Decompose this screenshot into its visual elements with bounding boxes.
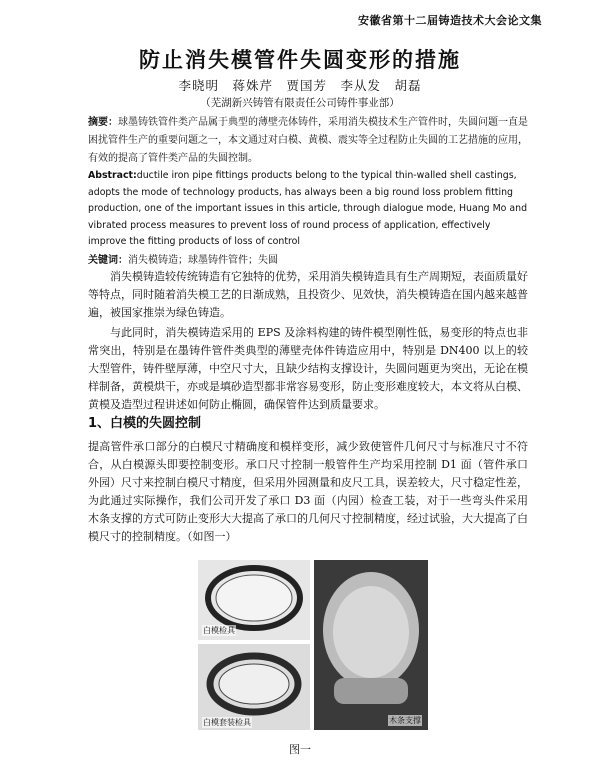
figure-label-a: 白模检具 (203, 626, 235, 635)
body-paragraph-3: 提高管件承口部分的白模尺寸精确度和模样变形，减少致使管件几何尺寸与标准尺寸不符合，从白模源头即要控制变形。承口尺寸控制一般管件生产均采用控制 D1 面（管件承口外园）尺寸来控制白模尺寸精度，但采用外园测量和皮尺工具，误差较大，尺寸稳定性差，为此通过实际操作，我们公司开发了承口 D3 面（内园）检查工装，对于一些弯头件采用木条支撑的方式可防止变形大大提高了承口的几何尺寸控制精度，经过试验，大大提高了白模尺寸的控制精度。（如图一） (88, 440, 528, 543)
figure-photo-wood-support (314, 560, 428, 730)
abstract-en-text: ductile iron pipe fittings products belong to the typical thin-walled shell castings, adopts the mode of technology products, has always been a big round loss problem fitting production, one of the important issues in this article, through dialogue mode, Huang Mo and vibrated process measures to prevent loss of round process of application, effectively improve the fitting products of loss of control (88, 170, 528, 247)
abstract-cn-label: 摘要： (88, 117, 118, 128)
authors: 李晓明 蒋姝芹 贾国芳 李从发 胡磊 (178, 78, 422, 93)
keywords-text: 消失模铸造；球墨铸件管件；失圆 (128, 255, 278, 266)
figure-caption: 图一 (289, 743, 311, 756)
abstract-chinese (88, 114, 528, 168)
figure-label-c: 木条支撑 (389, 716, 421, 725)
body-paragraph-2: 与此同时，消失模铸造采用的 EPS 及涂料构建的铸件模型刚性低，易变形的特点也非常突出，特别是在墨铸件管件类典型的薄壁壳体件铸造应用中，特别是 DN400 以上的较大型管件，铸件壁厚薄，中空尺寸大，且缺少结构支撑设计，失圆问题更为突出，无论在模样制备，黄模烘干，亦或是填砂造型都非常容易变形，防止变形难度较大，本文将从白模、黄模及造型过程讲述如何防止椭圆，确保管件达到质量要求。 (88, 326, 528, 411)
figure-label-b: 白模套装检具 (203, 718, 251, 727)
figure-1 (198, 560, 428, 730)
section-heading: 1、白模的失圆控制 (88, 416, 202, 431)
paper-title: 防止消失模管件失圆变形的措施 (139, 48, 461, 72)
figure-photo-white-pattern-gauge (198, 560, 310, 640)
running-head: 安徽省第十二届铸造技术大会论文集 (358, 14, 542, 27)
abstract-cn-text: 球墨铸铁管件类产品属于典型的薄壁壳体铸件，采用消失模技术生产管件时，失圆问题一直是困扰管件生产的重要问题之一，本文通过对白模、黄模、震实等全过程防止失圆的工艺措施的应用，有效的提高了管件类产品的失圆控制。 (88, 117, 528, 164)
figure-photo-pattern-set-gauge (198, 644, 310, 730)
abstract-en-label: Abstract: (88, 170, 137, 181)
body-paragraph-1: 消失模铸造较传统铸造有它独特的优势，采用消失模铸造具有生产周期短，表面质量好等特点，同时随着消失模工艺的日渐成熟，且投资少、见效快，消失模铸造在国内越来越普遍，被国家推崇为绿色铸造。 (88, 270, 528, 319)
abstract-english (88, 168, 528, 251)
keywords-label: 关键词： (88, 255, 128, 266)
keywords (88, 251, 528, 266)
elbow-support-image (314, 560, 428, 730)
affiliation: （芜湖新兴铸管有限责任公司铸件事业部） (200, 97, 400, 109)
